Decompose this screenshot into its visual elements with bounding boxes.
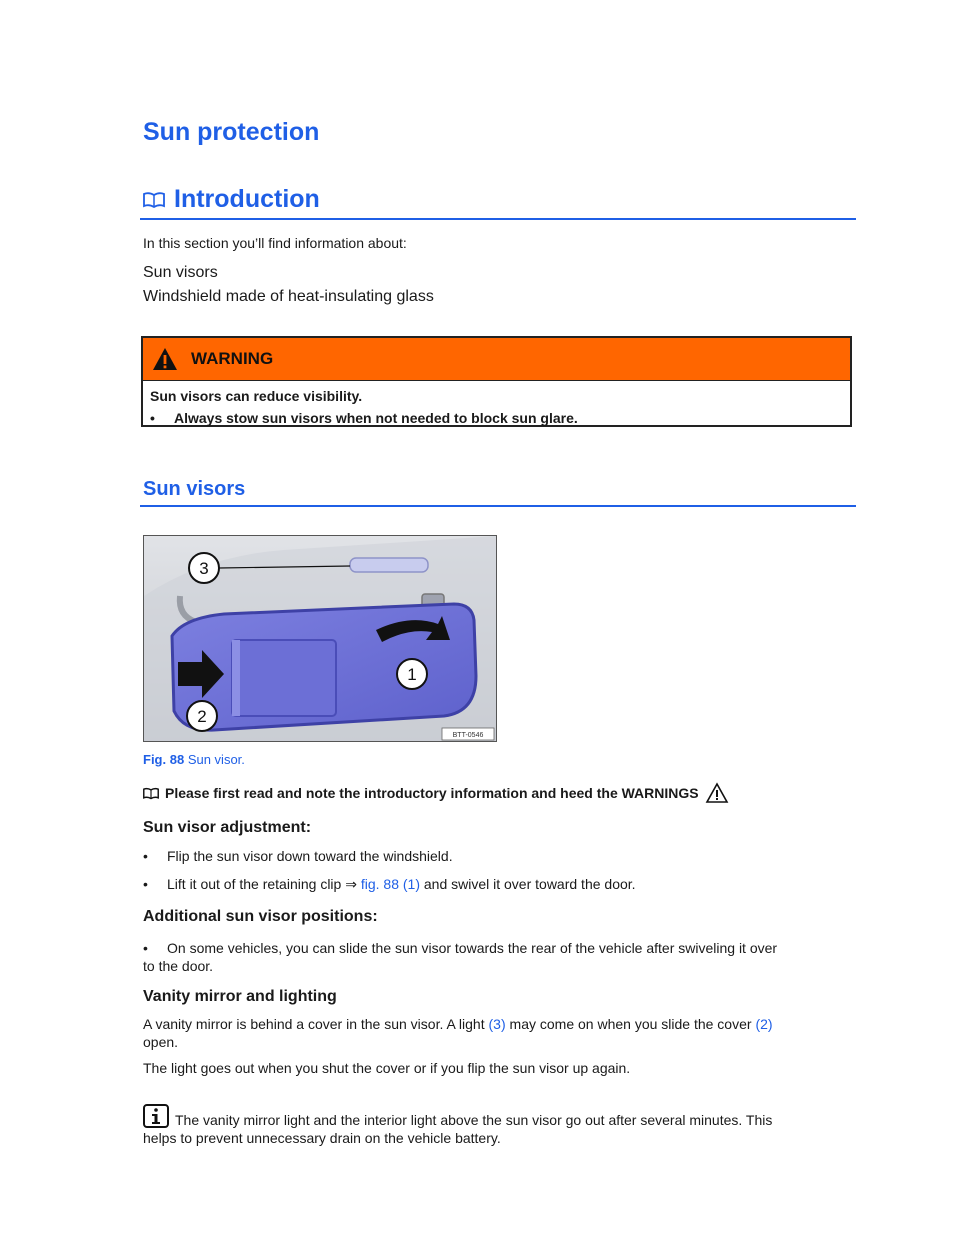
additional-bullet-line: to the door. xyxy=(143,958,214,974)
book-icon xyxy=(143,191,165,209)
callout-2: 2 xyxy=(197,707,207,726)
sun-visor-illustration xyxy=(144,536,496,741)
adjustment-bullet xyxy=(143,848,453,864)
callout-3: 3 xyxy=(199,559,209,578)
callout-1: 1 xyxy=(407,665,417,684)
warning-triangle-icon xyxy=(151,346,179,372)
warning-bullet-text: Always stow sun visors when not needed to block sun glare. xyxy=(174,410,578,426)
additional-bullet xyxy=(143,939,853,975)
bullet-dot: • xyxy=(143,940,148,956)
bullet-text-part: and swivel it over toward the door. xyxy=(423,876,636,892)
additional-heading: Additional sun visor positions: xyxy=(143,908,378,925)
book-icon xyxy=(143,787,159,800)
info-note-text: The vanity mirror light and the interior light above the sun visor go out after several minutes. This xyxy=(175,1112,773,1128)
read-note-text: Please first read and note the introductory information and heed the WARNINGS xyxy=(165,785,699,801)
intro-lead: In this section you’ll find information about: xyxy=(143,235,407,251)
intro-heading xyxy=(143,185,320,214)
warning-box xyxy=(141,336,852,427)
callout-ref-2[interactable]: (2) xyxy=(755,1016,773,1032)
vanity-paragraph-2: The light goes out when you shut the cover or if you flip the sun visor up again. xyxy=(143,1060,631,1076)
additional-bullet-text: On some vehicles, you can slide the sun visor towards the rear of the vehicle after swiveling it over xyxy=(167,940,778,956)
additional-bullet-line xyxy=(143,939,853,957)
adjustment-heading: Sun visor adjustment: xyxy=(143,819,312,836)
figure-code: BTT-0546 xyxy=(452,732,484,739)
bullet-dot: • xyxy=(150,410,155,426)
page-title: Sun protection xyxy=(143,118,320,146)
figure-caption-text: Sun visor. xyxy=(187,752,245,767)
bullet-dot: • xyxy=(143,848,148,864)
intro-topic-item[interactable]: Sun visors xyxy=(143,264,218,281)
bullet-text-part: Lift it out of the retaining clip ⇒ xyxy=(167,876,357,892)
adjustment-bullet-text xyxy=(167,876,636,893)
callout-ref-3[interactable]: (3) xyxy=(488,1016,506,1032)
warning-title: WARNING xyxy=(191,349,274,368)
intro-heading-text: Introduction xyxy=(174,185,320,213)
warning-triangle-icon xyxy=(705,782,729,804)
vanity-heading: Vanity mirror and lighting xyxy=(143,988,337,1005)
figure-caption xyxy=(143,752,245,767)
intro-heading-bar xyxy=(140,185,856,220)
warning-line: Sun visors can reduce visibility. xyxy=(150,388,363,404)
figure-caption-label: Fig. 88 xyxy=(143,752,185,767)
info-note-text: helps to prevent unnecessary drain on the vehicle battery. xyxy=(143,1130,501,1146)
sun-visors-heading-bar xyxy=(140,478,856,507)
info-note xyxy=(143,1104,853,1147)
warning-header xyxy=(143,338,850,381)
warning-body xyxy=(143,381,850,429)
vanity-text: A vanity mirror is behind a cover in the sun visor. A light xyxy=(143,1016,485,1032)
sun-visors-heading: Sun visors xyxy=(143,478,246,500)
read-note xyxy=(143,782,729,804)
vanity-text: open. xyxy=(143,1034,179,1050)
intro-topic-item[interactable]: Windshield made of heat-insulating glass xyxy=(143,288,434,305)
sun-visor-figure xyxy=(143,535,497,742)
info-icon xyxy=(143,1104,169,1128)
vanity-text: may come on when you slide the cover xyxy=(509,1016,752,1032)
bullet-dot: • xyxy=(143,876,148,892)
vanity-paragraph xyxy=(143,1015,853,1051)
figure-link[interactable]: fig. 88 (1) xyxy=(360,876,420,892)
adjustment-bullet xyxy=(143,876,636,893)
intro-topic-list xyxy=(143,261,434,309)
adjustment-bullet-text: Flip the sun visor down toward the windshield. xyxy=(167,848,453,864)
warning-bullet xyxy=(150,407,843,429)
